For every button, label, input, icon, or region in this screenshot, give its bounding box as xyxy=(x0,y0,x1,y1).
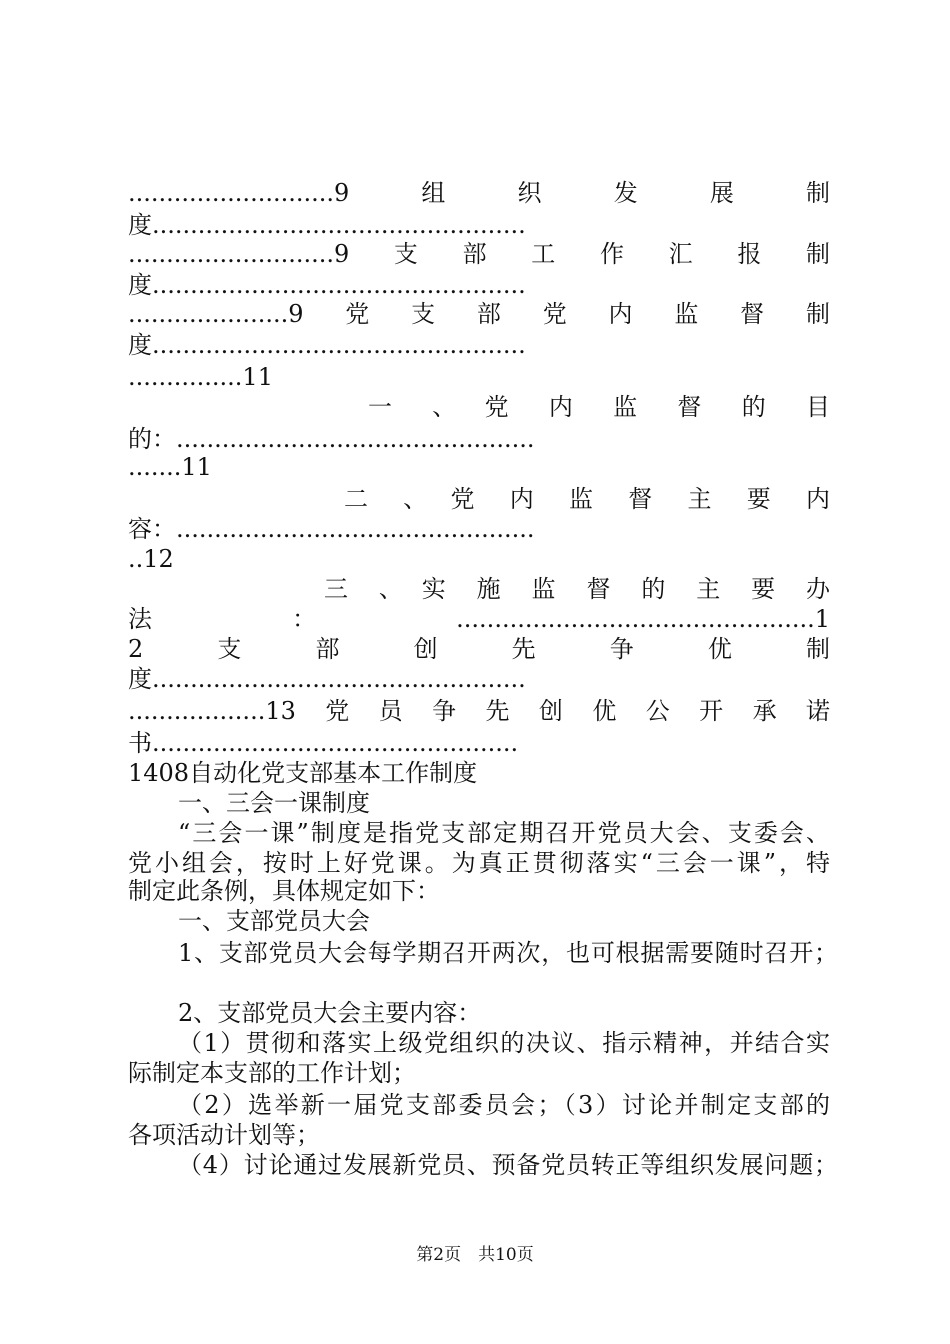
subsection-heading: 一、支部党员大会 xyxy=(178,907,370,935)
toc-line: 2 支 部 创 先 争 优 制 xyxy=(128,635,830,663)
page-footer: 第2页 共10页 xyxy=(416,1245,534,1265)
toc-line: ..12 xyxy=(128,545,174,573)
toc-line: ...............11 xyxy=(128,363,273,391)
toc-line: 度................................................. xyxy=(128,271,526,299)
toc-line: 的：............................................... xyxy=(128,425,535,453)
toc-line: .....................9 党 支 部 党 内 监 督 制 xyxy=(128,300,830,328)
list-item: （4）讨论通过发展新党员、预备党员转正等组织发展问题； xyxy=(178,1151,838,1179)
list-item: 际制定本支部的工作计划； xyxy=(128,1059,416,1087)
toc-line: .......11 xyxy=(128,453,212,481)
paragraph-line: 党小组会，按时上好党课。为真正贯彻落实“三会一课”，特 xyxy=(128,849,830,877)
toc-line: 容：............................................... xyxy=(128,515,535,543)
toc-line: ...........................9 组 织 发 展 制 xyxy=(128,179,830,207)
toc-line: 书................................................ xyxy=(128,729,519,757)
document-title: 1408自动化党支部基本工作制度 xyxy=(128,759,478,787)
toc-line: 二 、 党 内 监 督 主 要 内 xyxy=(344,485,830,513)
list-item: （1）贯彻和落实上级党组织的决议、指示精神，并结合实 xyxy=(178,1029,830,1057)
list-item: 1、支部党员大会每学期召开两次，也可根据需要随时召开； xyxy=(178,939,838,967)
section-heading: 一、三会一课制度 xyxy=(178,789,370,817)
toc-line: 法：...............................................1 xyxy=(128,605,830,633)
toc-line: ..................13 党 员 争 先 创 优 公 开 承 诺 xyxy=(128,697,830,725)
list-item: （2）选举新一届党支部委员会；（3）讨论并制定支部的 xyxy=(178,1091,830,1119)
toc-line: ...........................9 支 部 工 作 汇 报 制 xyxy=(128,240,830,268)
toc-line: 度................................................. xyxy=(128,665,526,693)
toc-line: 度................................................. xyxy=(128,211,526,239)
paragraph-line: “三会一课”制度是指党支部定期召开党员大会、支委会、 xyxy=(178,819,830,847)
toc-line: 一 、 党 内 监 督 的 目 xyxy=(368,393,830,421)
list-item: 2、支部党员大会主要内容： xyxy=(178,999,482,1027)
toc-line: 度................................................. xyxy=(128,331,526,359)
paragraph-line: 制定此条例，具体规定如下： xyxy=(128,877,440,905)
toc-line: 三 、 实 施 监 督 的 主 要 办 xyxy=(324,575,830,603)
list-item: 各项活动计划等； xyxy=(128,1121,320,1149)
